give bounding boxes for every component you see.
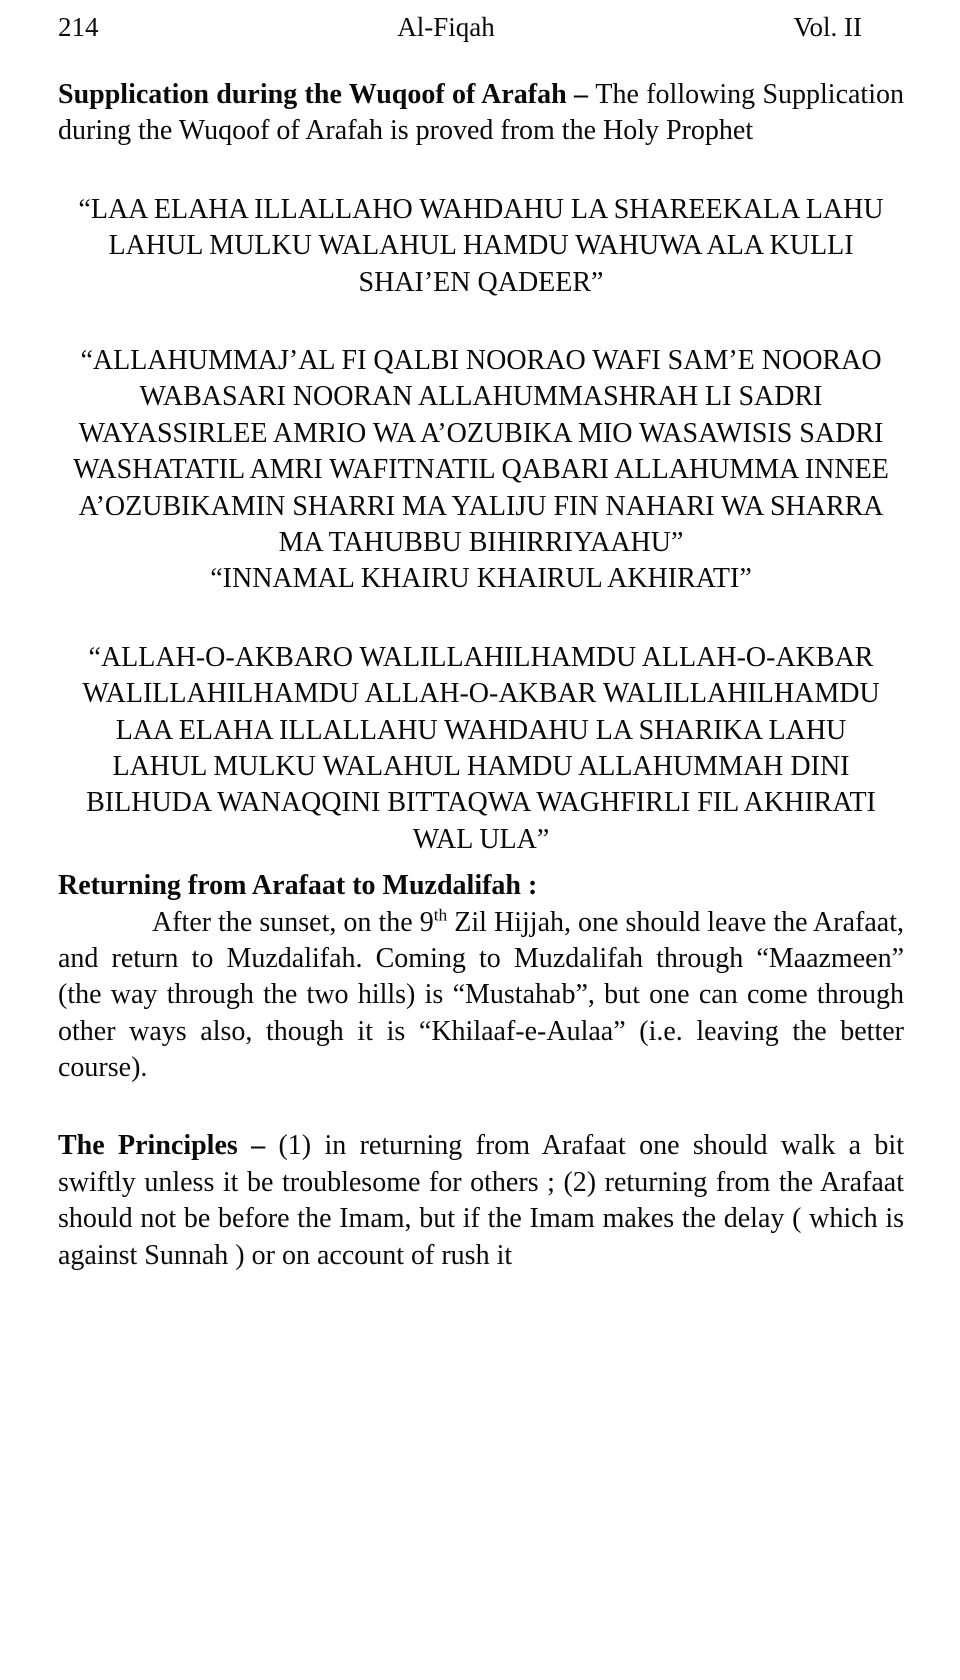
dua-quote-2: “ALLAHUMMAJ’AL FI QALBI NOORAO WAFI SAM’E NOORAO WABASARI NOORAN ALLAHUMMASHRAH LI SADRI WAYASSIRLEE AMRIO WA A’OZUBIKA MIO WASAWISIS SADRI WASHATATIL AMRI WAFITNATIL QABARI ALLAHUMMA INNEE A’OZUBIKAMIN SHARRI MA YALIJU FIN NAHARI WA SHARRA MA TAHUBBU BIHIRRIYAAHU”	[73, 345, 889, 558]
page-number: 214	[58, 12, 99, 42]
ordinal-superscript: th	[433, 905, 448, 925]
page-header	[58, 10, 904, 45]
principles-text: (1) in returning from Arafaat one should walk a bit swiftly unless it be troublesome for others ; (2) returning from the Arafaat should not be before the Imam, but if the Imam makes the delay ( which is against Sunnah ) or on account of rush it	[58, 1130, 904, 1271]
returning-text-after-superscript: Zil Hijjah, one should leave the Arafaat, and return to Muzdalifah. Coming to Muzdalifah through “Maazmeen” (the way through the two hills) is “Mustahab”, but one can come through other ways also, though it is “Khilaaf-e-Aulaa” (i.e. leaving the better course).	[58, 906, 904, 1084]
supplication-heading: Supplication during the Wuqoof of Arafah –	[58, 79, 596, 111]
dua-quote-3: “ALLAH-O-AKBARO WALILLAHILHAMDU ALLAH-O-AKBAR WALILLAHILHAMDU ALLAH-O-AKBAR WALILLAHILHAMDU LAA ELAHA ILLALLAHU WAHDAHU LA SHARIKA LAHU LAHUL MULKU WALAHUL HAMDU ALLAHUMMAH DINI BILHUDA WANAQQINI BITTAQWA WAGHFIRLI FIL AKHIRATI WAL ULA”	[82, 641, 880, 855]
volume-label: Vol. II	[793, 12, 862, 42]
dua-quote-1: “LAA ELAHA ILLALLAHO WAHDAHU LA SHAREEKALA LAHU LAHUL MULKU WALAHUL HAMDU WAHUWA ALA KULLI SHAI’EN QADEER”	[78, 193, 884, 298]
returning-text-before-superscript: After the sunset, on the 9	[152, 906, 434, 938]
principles-paragraph	[58, 1128, 904, 1274]
supplication-intro-paragraph	[58, 77, 904, 150]
book-title: Al-Fiqah	[397, 12, 495, 42]
dua-quote-2-closing: “INNAMAL KHAIRU KHAIRUL AKHIRATI”	[210, 563, 752, 595]
principles-heading: The Principles –	[58, 1130, 279, 1162]
returning-paragraph	[58, 905, 904, 1087]
returning-section-heading: Returning from Arafaat to Muzdalifah :	[58, 870, 538, 902]
supplication-intro-text: The following Supplication during the Wuqoof of Arafah is proved from the Holy Prophet	[58, 79, 904, 147]
